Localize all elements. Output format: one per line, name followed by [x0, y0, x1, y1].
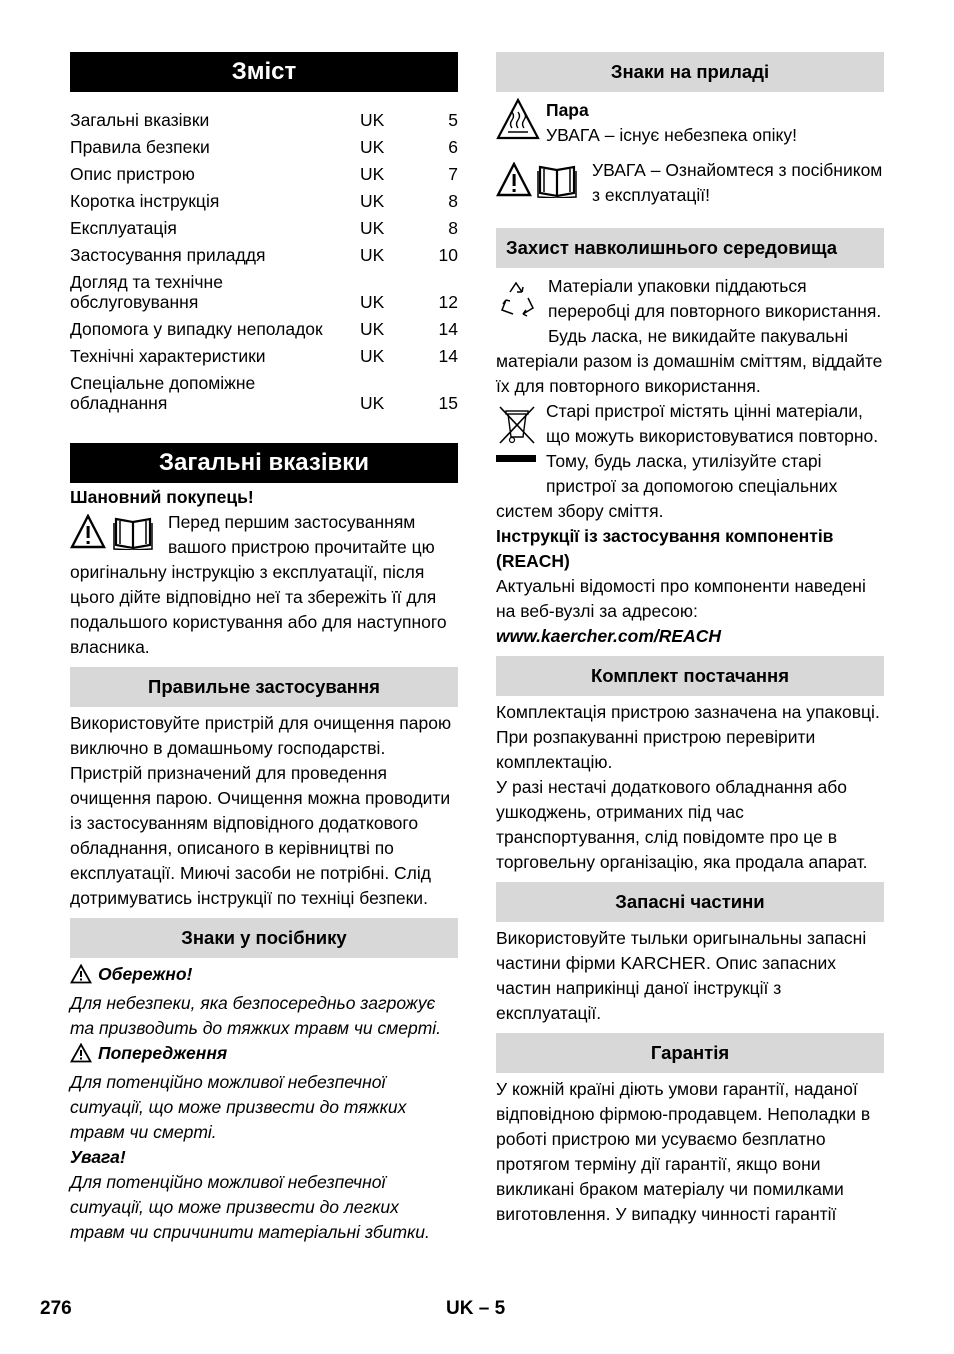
- general-intro-text: Перед першим застосуванням вашого пристрою прочитайте цю оригінальну інструкцію з експлуатації, після цього дійте відповідно неї та збережіть її для подальшого користування або для наступного власника.: [70, 512, 447, 657]
- toc-item[interactable]: Загальні вказівки UK 5: [70, 110, 458, 130]
- spare-parts-title: Запасні частини: [496, 882, 884, 922]
- warranty-text: У кожній країні діють умови гарантії, наданої відповідною фірмою-продавцем. Неполадки в роботі пристрою ми усуваємо безплатно протягом терміну дії гарантії, якщо вони викликані браком матеріалу чи помилками виготовлення. У випадку чинності гарантії: [496, 1079, 871, 1224]
- toc-item[interactable]: Коротка інструкція UK 8: [70, 191, 458, 211]
- general-title: Загальні вказівки: [70, 443, 458, 483]
- steam-text: УВАГА – існує небезпека опіку!: [546, 125, 797, 145]
- toc-item[interactable]: Експлуатація UK 8: [70, 218, 458, 238]
- general-intro-block: [70, 510, 458, 660]
- reach-link[interactable]: www.kaercher.com/REACH: [496, 626, 721, 646]
- steam-label: Пара: [546, 100, 589, 120]
- scope-title: Комплект постачання: [496, 656, 884, 696]
- hot-steam-warning-icon: [496, 98, 540, 145]
- crossed-bin-icon: [496, 403, 538, 476]
- toc-item[interactable]: Застосування приладдя UK 10: [70, 245, 458, 265]
- warning-block: [70, 1041, 458, 1070]
- steam-symbol-block: [496, 98, 884, 148]
- warning-text: Для потенційно можливої небезпечної ситуації, що може призвести до тяжких травм чи смерті.: [70, 1072, 407, 1142]
- warranty-title: Гарантія: [496, 1033, 884, 1073]
- reach-title: Інструкції із застосування компонентів (REACH): [496, 526, 834, 571]
- warning-triangle-icon: [70, 964, 92, 991]
- toc-item[interactable]: Опис пристрою UK 7: [70, 164, 458, 184]
- manual-symbol-text: УВАГА – Ознайомтеся з посібником з експлуатації!: [592, 160, 883, 205]
- right-column: [496, 52, 884, 1227]
- manual-symbol-block: [496, 158, 884, 208]
- greeting: Шановний покупець!: [70, 487, 254, 507]
- warning-manual-icon: [70, 514, 160, 557]
- warning-triangle-icon: [70, 1043, 92, 1070]
- toc-item[interactable]: Правила безпеки UK 6: [70, 137, 458, 157]
- proper-use-title: Правильне застосування: [70, 667, 458, 707]
- caution-label: Увага!: [70, 1147, 126, 1167]
- environment-title: Захист навколишнього середовища: [496, 228, 884, 268]
- toc-list: [70, 106, 458, 416]
- danger-text: Для небезпеки, яка безпосередньо загрожує та призводить до тяжких травм чи смерті.: [70, 993, 442, 1038]
- caution-text: Для потенційно можливої небезпечної ситуації, що може призвести до легких травм чи спричинити матеріальні збитки.: [70, 1172, 430, 1242]
- packaging-block: [496, 274, 884, 399]
- old-devices-block: [496, 399, 884, 524]
- packaging-text: Матеріали упаковки піддаються переробці для повторного використання. Будь ласка, не викидайте пакувальні матеріали разом із домашнім сміттям, віддайте їх для повторного використання.: [496, 276, 883, 396]
- warning-manual-icon: [496, 162, 582, 203]
- proper-use-text: Використовуйте пристрій для очищення парою виключно в домашньому господарстві. Пристрій призначений для проведення очищення парою. Очищення можна проводити із застосуванням відповідного додаткового обладнання, описаного в керівництві по експлуатації. Миючі засоби не потрібні. Слід дотримуватись інструкції по техніці безпеки.: [70, 713, 452, 908]
- spare-parts-text: Використовуйте тыльки оригынальны запасні частини фірми KARCHER. Опис запасних частин наприкінці даної інструкції з експлуатації.: [496, 928, 867, 1023]
- recycle-icon: [496, 278, 540, 327]
- warning-label: Попередження: [98, 1043, 228, 1063]
- toc-item[interactable]: Допомога у випадку неполадок UK 14: [70, 319, 458, 339]
- danger-label: Обережно!: [98, 964, 193, 984]
- toc-item[interactable]: Спеціальне допоміжне обладнання UK 15: [70, 373, 458, 413]
- toc-item[interactable]: Технічні характеристики UK 14: [70, 346, 458, 366]
- device-symbols-title: Знаки на приладі: [496, 52, 884, 92]
- left-column: [70, 52, 458, 1245]
- reach-text: Актуальні відомості про компоненти наведені на веб-вузлі за адресою:: [496, 576, 866, 621]
- page-number: 276: [40, 1298, 72, 1319]
- old-devices-text: Старі пристрої містять цінні матеріали, що можуть використовуватися повторно. Тому, будь ласка, утилізуйте старі пристрої за допомогою спеціальних систем збору сміття.: [496, 401, 879, 521]
- scope-text-1: Комплектація пристрою зазначена на упаковці. При розпакуванні пристрою перевірити комплектацію.: [496, 702, 880, 772]
- manual-symbols-title: Знаки у посібнику: [70, 918, 458, 958]
- scope-text-2: У разі нестачі додаткового обладнання або ушкоджень, отриманих під час транспортування, слід повідомте про це в торговельну організацію, яка продала апарат.: [496, 777, 868, 872]
- toc-title: Зміст: [70, 52, 458, 92]
- toc-item[interactable]: Догляд та технічне обслуговування UK 12: [70, 272, 458, 312]
- danger-block: [70, 962, 458, 991]
- section-page-label: UK – 5: [446, 1298, 506, 1319]
